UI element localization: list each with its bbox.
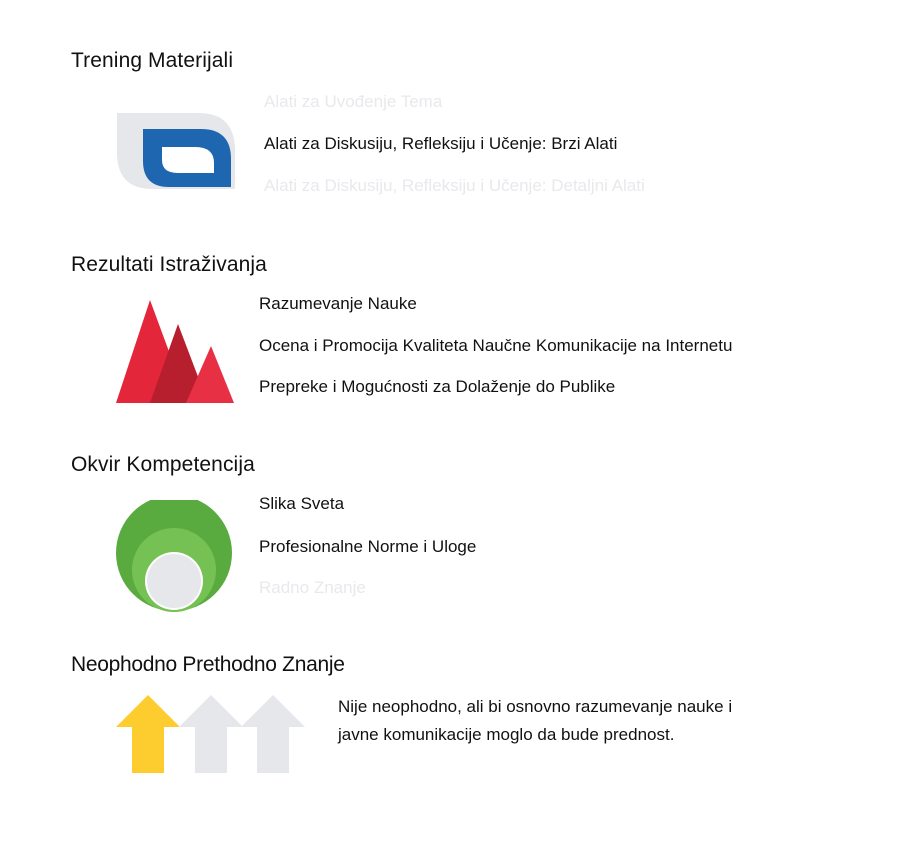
training-materials-title: Trening Materijali	[71, 49, 234, 72]
concentric-circles-icon	[115, 500, 233, 612]
arrows-up-icon	[116, 695, 306, 773]
prerequisite-description-line-1: Nije neophodno, ali bi osnovno razumevanje nauke i	[338, 697, 733, 716]
level-arrow-2	[179, 695, 243, 773]
training-item-detailed-tools[interactable]: Alati za Diskusiju, Refleksiju i Učenje: Detaljni Alati	[264, 176, 645, 195]
level-arrow-1	[116, 695, 180, 773]
training-item-intro-tools[interactable]: Alati za Uvođenje Tema	[264, 92, 443, 111]
mountains-icon	[116, 300, 234, 403]
training-item-quick-tools[interactable]: Alati za Diskusiju, Refleksiju i Učenje: Brzi Alati	[264, 134, 618, 153]
research-item-barriers-opportunities[interactable]: Prepreke i Mogućnosti za Dolaženje do Publike	[259, 377, 616, 396]
competence-item-working-knowledge[interactable]: Radno Znanje	[259, 578, 366, 597]
prerequisite-description	[338, 693, 858, 749]
leaf-icon	[117, 113, 235, 189]
research-item-understanding-science[interactable]: Razumevanje Nauke	[259, 294, 417, 313]
competence-item-professional-norms[interactable]: Profesionalne Norme i Uloge	[259, 537, 477, 556]
research-results-title: Rezultati Istraživanja	[71, 253, 267, 276]
prerequisite-knowledge-title: Neophodno Prethodno Znanje	[71, 653, 345, 676]
competence-item-worldview[interactable]: Slika Sveta	[259, 494, 345, 513]
level-arrow-3	[241, 695, 305, 773]
research-item-quality-assessment[interactable]: Ocena i Promocija Kvaliteta Naučne Komunikacije na Internetu	[259, 336, 733, 355]
prerequisite-description-line-2: javne komunikacije moglo da bude prednost.	[338, 725, 675, 744]
competence-framework-title: Okvir Kompetencija	[71, 453, 255, 476]
